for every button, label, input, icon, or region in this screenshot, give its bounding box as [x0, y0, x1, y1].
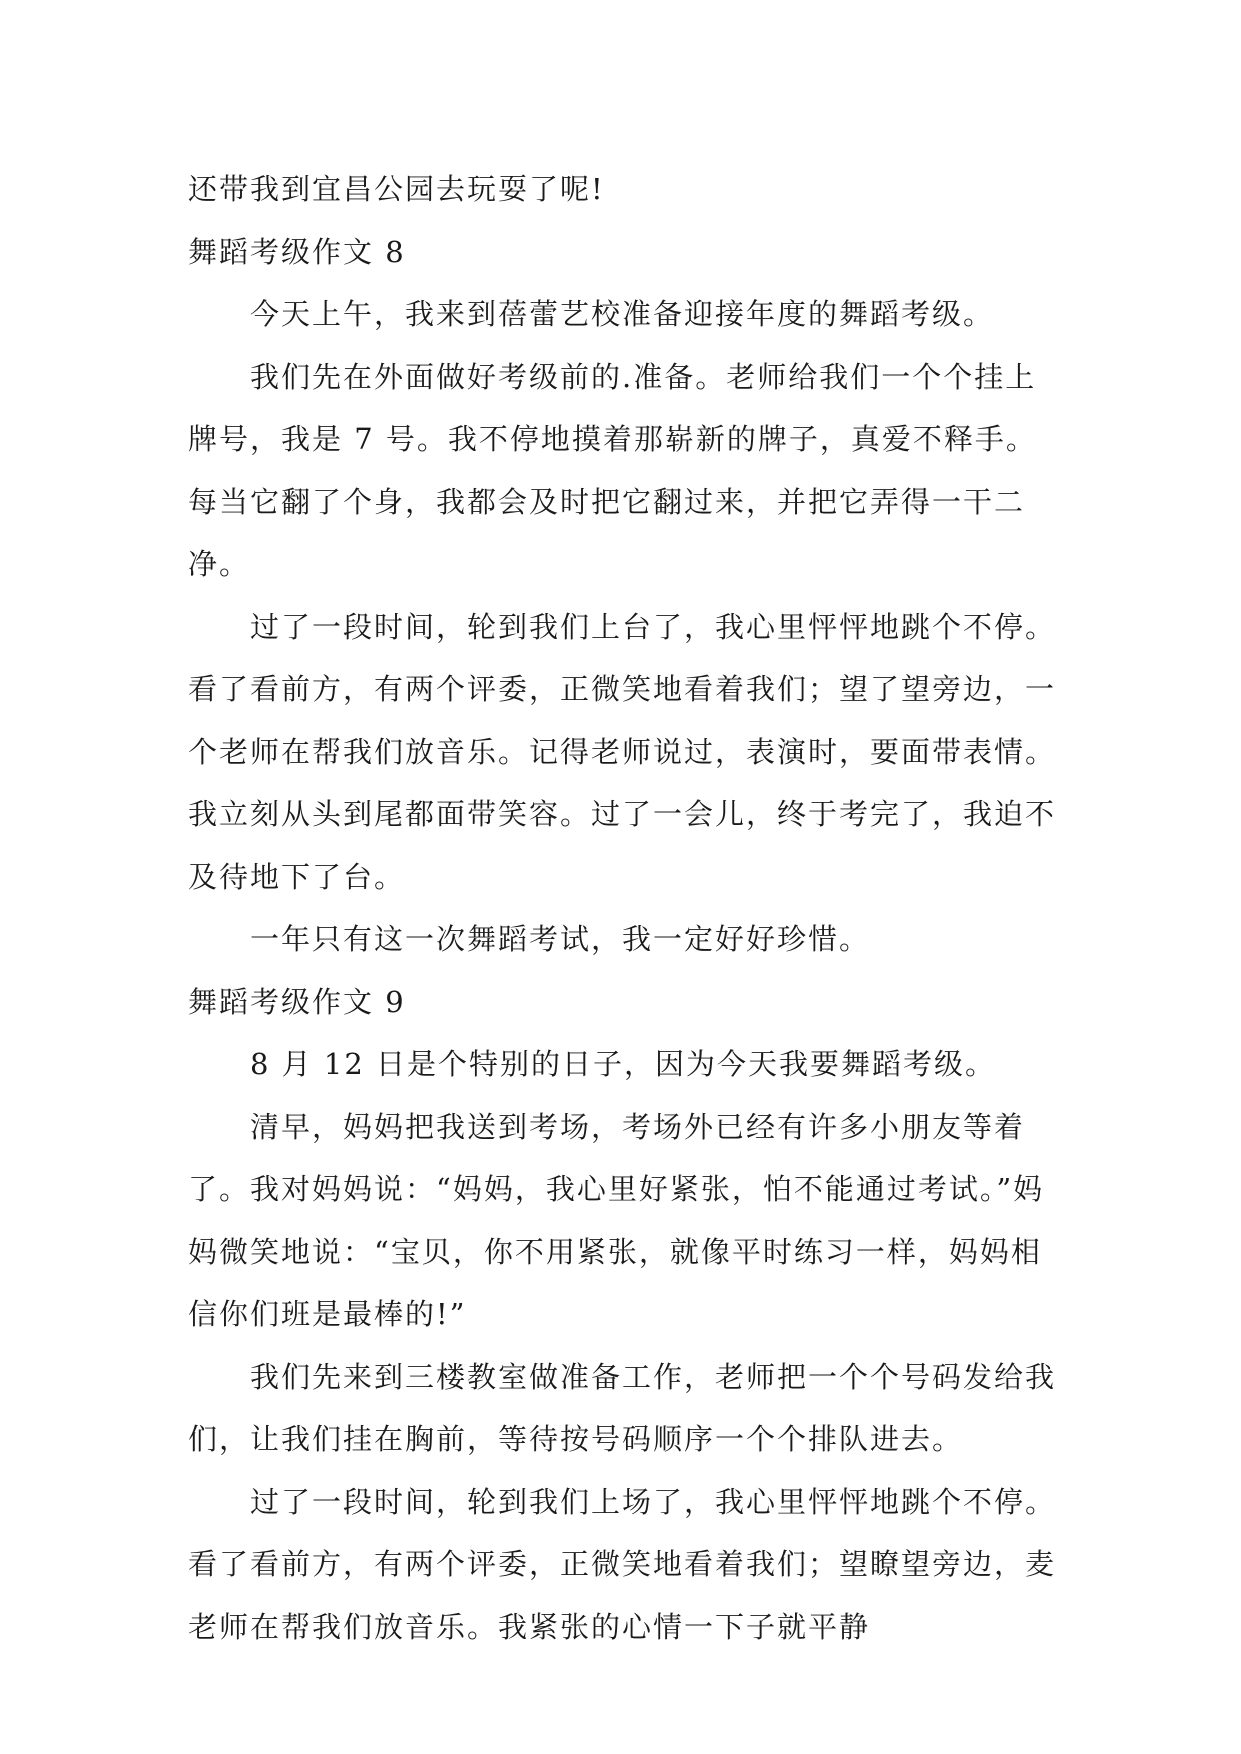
essay-8-title: 舞蹈考级作文 8: [188, 234, 406, 269]
essay-9-paragraph-2: 清早，妈妈把我送到考场，考场外已经有许多小朋友等着了。我对妈妈说：“妈妈，我心里好紧张，怕不能通过考试。”妈妈微笑地说：“宝贝，你不用紧张，就像平时练习一样，妈妈相信你们班是最棒的!”: [188, 1109, 1045, 1331]
essay-9-paragraph-4: 过了一段时间，轮到我们上场了，我心里怦怦地跳个不停。看了看前方，有两个评委，正微笑地看着我们；望瞭望旁边，麦老师在帮我们放音乐。我紧张的心情一下子就平静: [188, 1484, 1057, 1644]
essay-8-paragraph-4: 一年只有这一次舞蹈考试，我一定好好珍惜。: [250, 922, 871, 956]
essay-9-paragraph-1: 8 月 12 日是个特别的日子，因为今天我要舞蹈考级。: [250, 1047, 997, 1081]
essay-8-paragraph-2: 我们先在外面做好考级前的.准备。老师给我们一个个挂上牌号，我是 7 号。我不停地摸着那崭新的牌子，真爱不释手。每当它翻了个身，我都会及时把它翻过来，并把它弄得一干二净。: [188, 359, 1037, 581]
essay-9-paragraph-3: 我们先来到三楼教室做准备工作，老师把一个个号码发给我们，让我们挂在胸前，等待按号码顺序一个个排队进去。: [188, 1359, 1057, 1456]
essay-9-title: 舞蹈考级作文 9: [188, 984, 406, 1019]
essay-8-paragraph-1: 今天上午，我来到蓓蕾艺校准备迎接年度的舞蹈考级。: [250, 297, 995, 331]
essay-8-paragraph-3: 过了一段时间，轮到我们上台了，我心里怦怦地跳个不停。看了看前方，有两个评委，正微笑地看着我们；望了望旁边，一个老师在帮我们放音乐。记得老师说过，表演时，要面带表情。我立刻从头到尾都面带笑容。过了一会儿，终于考完了，我迫不及待地下了台。: [188, 609, 1057, 894]
document-body: [188, 158, 1058, 1658]
continuation-line: 还带我到宜昌公园去玩耍了呢!: [188, 172, 605, 206]
